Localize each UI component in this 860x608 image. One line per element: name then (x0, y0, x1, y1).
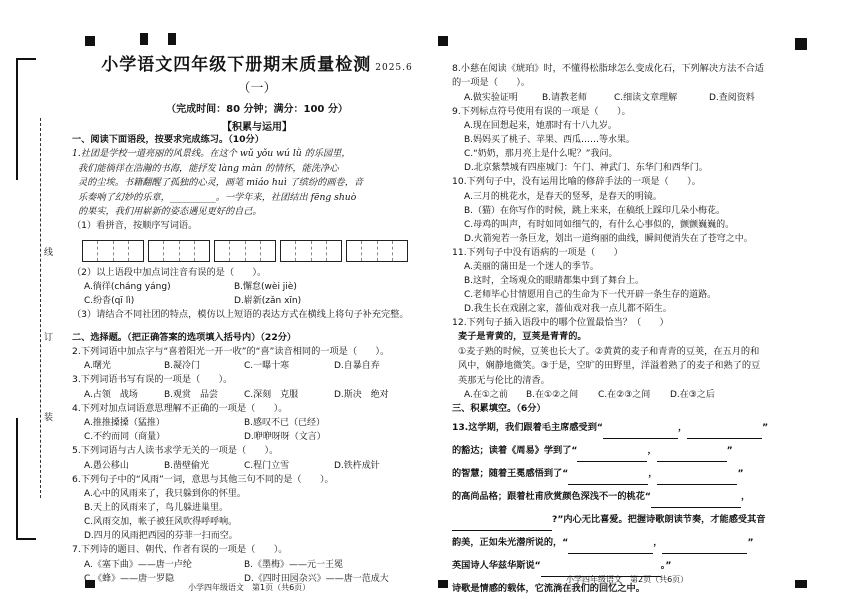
answer-box[interactable] (280, 240, 342, 262)
question-stem: 11.下列句子中没有语病的一项是（ ） (452, 246, 623, 258)
fill-line: 韵美，正如朱光潜所说的，“ ， ” (452, 531, 802, 554)
spacer (72, 323, 442, 331)
registration-mark (85, 36, 95, 46)
option: B.观赏 品尝 (164, 389, 219, 400)
passage-line: 我们能徜徉在浩瀚的书海，能抒发 làng màn 的情怀，能洗净心 (78, 162, 339, 174)
quoted-sentence: 麦子是青黄的，豆荚是青青的。 (458, 331, 587, 343)
binding-margin (10, 58, 54, 538)
binding-bracket (16, 418, 36, 540)
binding-label: 装 (44, 413, 54, 423)
option: A.《塞下曲》——唐一卢纶 (84, 559, 192, 570)
answer-box[interactable] (148, 240, 210, 262)
option-line: B.这时，全场观众的眼睛都集中到了舞台上。 (464, 276, 645, 287)
option: A.占领 战场 (84, 389, 138, 400)
passage-line: 灵的尘埃。书籍翻醒了孤独的心灵，画笔 miáo huì 了缤纷的画卷，音 (78, 177, 364, 189)
passage-line: ①麦子熟的时候，豆荚也长大了。②黄黄的麦子和青青的豆荚，在五月的和 (458, 345, 760, 357)
option: D.崭新(zǎn xīn) (234, 296, 302, 307)
fill-line: 诗歌是情感的载体，它流淌在我们的回忆之中。 (452, 583, 645, 595)
option-line: C.“奶奶，那月亮上是什么呢？”我问。 (464, 149, 618, 160)
passage-line: 的果实，我们用崭新的姿态遇见更好的自己。 (78, 206, 262, 218)
registration-mark (140, 33, 148, 45)
option: D.铁杵成针 (334, 460, 380, 471)
option-line: D.北京紫禁城有四座城门：午门、神武门、东华门和西华门。 (464, 163, 708, 174)
answer-box[interactable] (214, 240, 276, 262)
question-stem: （1）看拼音，按顺序写词语。 (72, 220, 198, 232)
option: D.咿咿呀呀（文言） (244, 432, 326, 443)
exam-date: 2025.6 (375, 63, 413, 73)
option-line: A.心中的风雨来了，我只躲到你的怀里。 (84, 489, 246, 500)
exam-page-2 (452, 62, 802, 600)
fill-line: 13.这学期，我们跟着毛主席感受到“ ， ” (452, 416, 802, 439)
answer-blank[interactable] (662, 543, 747, 554)
option: C.《蜂》——唐一罗隐 (84, 573, 175, 584)
page-footer: 小学四年级语文 第1页（共6页） (188, 583, 311, 592)
option-line: D.火箭宛若一条巨龙，划出一道绚丽的曲线，瞬间便消失在了苍穹之中。 (464, 233, 753, 244)
option-row (72, 388, 442, 402)
option: D.《四时田园杂兴》——唐一范成大 (244, 573, 389, 584)
option-row (72, 558, 442, 572)
answer-blank[interactable] (568, 543, 653, 554)
answer-blank[interactable] (568, 474, 648, 485)
option-row (72, 294, 442, 308)
option: B.感叹不已（已经） (244, 418, 326, 429)
exam-title: 小学语文四年级下册期末质量检测 2025.6 (101, 55, 413, 75)
option-line: D.四月的风雨把西园的芬菲一扫而空。 (84, 531, 238, 542)
option: A.愚公移山 (84, 460, 129, 471)
option: B.在①②之间 (526, 390, 579, 401)
page-footer: 小学四年级语文 第2页（共6页） (566, 575, 689, 584)
fill-line: ?”内心无比喜爱。把握诗歌朗读节奏，才能感受其音 (452, 508, 802, 531)
option-line: A.美丽的蒲田是一个迷人的季节。 (464, 262, 599, 273)
question-stem: 8.小慈在阅读《琥珀》时，不懂得松脂球怎么变成化石，下列解决方法不合适 (452, 63, 764, 74)
passage-line: 风中，娴静地微笑。③于是，空旷的田野里，洋溢着熟了的麦子和熟了的豆 (458, 360, 761, 372)
fill-in-section (452, 416, 802, 600)
registration-mark (795, 38, 807, 50)
question-stem: 12.下列句子插入语段中的哪个位置最恰当？（ ） (452, 317, 669, 329)
option-line: C.母鸡的叫声，有时如同如细气的，有什么心事似的，颤颤巍巍的。 (464, 219, 735, 230)
option-line: B.天上的风雨来了，鸟儿躲进巢里。 (84, 503, 229, 514)
option-row (72, 416, 442, 430)
cut-line (40, 118, 41, 498)
option-line: C.风雨交加，帐子被狂风吹得呼呼响。 (84, 517, 238, 528)
option: B.请教老师 (542, 92, 588, 103)
option: D.在③之后 (670, 390, 715, 401)
answer-blank[interactable] (651, 497, 741, 508)
option-row (452, 91, 802, 105)
fill-line: 的豁达；读着《周易》学到了“ ， ” (452, 439, 802, 462)
option-row (452, 388, 802, 402)
option: C.程门立雪 (244, 460, 290, 471)
question-stem: 6.下列句子中的“风雨”一词，意思与其他三句不同的是（ ）。 (72, 473, 334, 485)
answer-blank[interactable] (577, 451, 647, 462)
question-stem: 3.下列词语书写有误的一项是（ ）。 (72, 374, 233, 386)
option-line: D.我生长在戏剧之家，蔷仙戏对我一点儿都不陌生。 (464, 304, 672, 315)
binding-bracket (16, 58, 36, 180)
option: B.懈怠(wèi jiè) (234, 282, 297, 293)
answer-box[interactable] (346, 240, 408, 262)
option: C.细读文章理解 (614, 92, 678, 103)
answer-blank[interactable] (603, 428, 678, 439)
fill-line: 的智慧；随着王冕感悟到了“ ， ” (452, 462, 802, 485)
exam-subtitle: （一） (237, 81, 277, 96)
option: A.徜徉(cháng yáng) (84, 282, 171, 293)
fill-line: 的高尚品格；跟着杜甫欣赏颜色深浅不一的桃花“ ， (452, 485, 802, 508)
option: B.《墨梅》——元一王冕 (244, 559, 344, 570)
option-line: A.现在回想起来，她那时有十八九岁。 (464, 121, 617, 132)
option-line: C.老师毕心甘情愿用自己的生命为下一代开辟一条生存的道路。 (464, 290, 717, 301)
option: C.不约而同（商量） (84, 432, 166, 443)
registration-mark (438, 36, 448, 46)
option: C.深刻 克服 (244, 389, 299, 400)
option: A.做实验证明 (464, 92, 518, 103)
option: A.曙光 (84, 361, 111, 372)
passage-line: 1.社团是学校一道亮丽的风景线。在这个 wǔ yǒu wú lǜ 的乐园里， (72, 148, 351, 160)
option-row (72, 430, 442, 444)
option: D.查阅资料 (709, 92, 755, 103)
exam-info: （完成时间：80 分钟；满分：100 分） (166, 104, 348, 115)
section-heading: 二、选择题。（把正确答案的选项填入括号内）（22分） (72, 331, 297, 343)
passage-line: 英那无与伦比的清香。 (458, 374, 550, 386)
question-stem: 的一项是（ ）。 (452, 77, 531, 89)
passage (72, 147, 442, 219)
answer-blank[interactable] (657, 451, 727, 462)
option: C.纷沓(qī lì) (84, 296, 135, 307)
answer-blank[interactable] (452, 520, 552, 531)
option: C.在②③之间 (598, 390, 651, 401)
option-row (72, 280, 442, 294)
writing-grid (82, 240, 442, 262)
question-stem: （3）请结合不同社团的特点，模仿以上短语的表达方式在横线上将句子补充完整。 (72, 309, 409, 321)
question-stem: 9.下列标点符号使用有误的一项是（ ）。 (452, 105, 631, 117)
answer-box[interactable] (82, 240, 144, 262)
option-line: A.三月的桃花水，是春天的竖琴，是春天的明镜。 (464, 191, 662, 202)
answer-blank[interactable] (657, 474, 737, 485)
option: A.推推搡搡（猛推） (84, 418, 165, 429)
question-stem: 5.下列词语与古人读书求学无关的一项是（ ）。 (72, 445, 279, 457)
exam-page-1 (72, 50, 442, 586)
section-heading: 三、积累填空。（6分） (452, 403, 546, 415)
option: B.凿壁偷光 (164, 460, 210, 471)
option: C.一曝十寒 (244, 361, 290, 372)
binding-label: 线 (44, 248, 54, 258)
question-stem: 7.下列诗的题目、朝代、作者有误的一项是（ ）。 (72, 544, 288, 556)
option-line: B.（猫）在你写作的时候，跳上来来，在稿纸上踩印几朵小梅花。 (464, 205, 726, 216)
option-row (72, 459, 442, 473)
question-stem: （2）以上语段中加点词注音有误的是（ ）。 (72, 266, 267, 278)
registration-mark (168, 33, 176, 45)
question-stem: 2.下列词语中加点字与“喜着阳光一开一收”的“喜”读音相同的一项是（ ）。 (72, 346, 390, 358)
fill-line: 英国诗人华兹华斯说“ 。” (452, 554, 802, 577)
option: D.斯决 绝对 (334, 389, 389, 400)
option-row (72, 359, 442, 373)
section-tag: 【积累与运用】 (222, 122, 292, 133)
question-stem: 4.下列对加点词语意思理解不正确的一项是（ ）。 (72, 402, 288, 414)
passage-line: 乐奏响了幻妙的乐章，__________。一学年来，社团结出 fēng shuò (78, 191, 357, 203)
option: D.自暴自弃 (334, 361, 380, 372)
option: A.在①之前 (464, 390, 508, 401)
option-line: B.妈妈买了桃子、苹果、西瓜……等水果。 (464, 135, 636, 146)
answer-blank[interactable] (687, 428, 762, 439)
question-stem: 10.下列句子中，没有运用比喻的修辞手法的一项是（ ）。 (452, 176, 701, 188)
section-heading: 一、阅读下面语段，按要求完成练习。（10分） (72, 134, 264, 145)
option: B.凝冷门 (164, 361, 201, 372)
binding-label: 订 (44, 333, 54, 343)
